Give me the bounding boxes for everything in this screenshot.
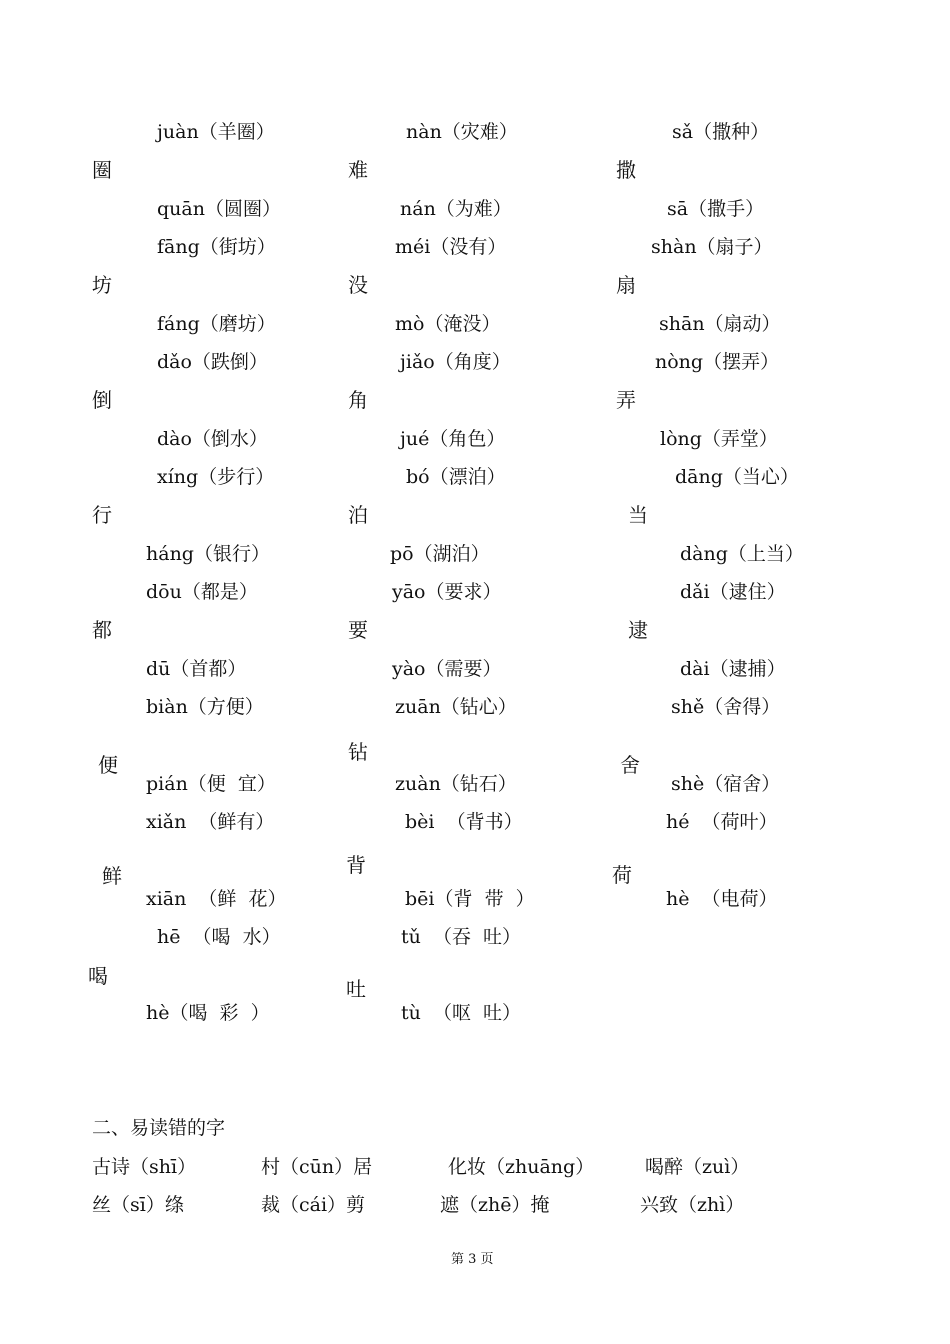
- polyphone-char: 要: [348, 618, 368, 642]
- reading-1: shě（舍得）: [671, 696, 781, 718]
- reading-2: dū（首都）: [146, 658, 247, 680]
- reading-1: hē （喝 水）: [157, 926, 281, 948]
- easy-misread-word: 丝（sī）绦: [92, 1194, 184, 1216]
- reading-1: dāng（当心）: [675, 466, 799, 488]
- reading-1: jiǎo（角度）: [400, 351, 511, 373]
- polyphone-char: 弄: [616, 388, 636, 412]
- reading-2: háng（银行）: [146, 543, 270, 565]
- polyphone-char: 坊: [92, 273, 112, 297]
- reading-2: dàng（上当）: [680, 543, 804, 565]
- reading-2: dài（逮捕）: [680, 658, 786, 680]
- reading-2: shè（宿舍）: [671, 773, 781, 795]
- easy-misread-word: 古诗（shī）: [92, 1156, 197, 1178]
- polyphone-char: 都: [92, 618, 112, 642]
- reading-1: nòng（摆弄）: [655, 351, 780, 373]
- polyphone-char: 喝: [88, 964, 108, 988]
- polyphone-char: 没: [348, 273, 368, 297]
- reading-1: yāo（要求）: [392, 581, 502, 603]
- easy-misread-word: 遮（zhē）掩: [440, 1194, 550, 1216]
- polyphone-char: 鲜: [102, 864, 122, 888]
- easy-misread-word: 裁（cái）剪: [261, 1194, 366, 1216]
- easy-misread-word: 村（cūn）居: [261, 1156, 373, 1178]
- reading-1: fāng（街坊）: [157, 236, 276, 258]
- polyphone-char: 荷: [612, 863, 632, 887]
- reading-1: biàn（方便）: [146, 696, 264, 718]
- reading-2: dào（倒水）: [157, 428, 268, 450]
- easy-misread-word: 喝醉（zuì）: [645, 1156, 750, 1178]
- reading-2: yào（需要）: [392, 658, 502, 680]
- easy-misread-word: 化妆（zhuāng）: [448, 1156, 595, 1178]
- polyphone-char: 撒: [616, 158, 636, 182]
- polyphone-char: 行: [92, 503, 112, 527]
- reading-1: nàn（灾难）: [406, 121, 518, 143]
- polyphone-char: 倒: [92, 388, 112, 412]
- polyphone-char: 钻: [348, 740, 368, 764]
- reading-1: hé （荷叶）: [666, 811, 778, 833]
- reading-2: lòng（弄堂）: [660, 428, 778, 450]
- reading-1: dōu（都是）: [146, 581, 258, 603]
- reading-1: tǔ （吞 吐）: [401, 926, 522, 948]
- reading-2: hè （电荷）: [666, 888, 778, 910]
- reading-2: shān（扇动）: [659, 313, 781, 335]
- polyphone-char: 舍: [620, 753, 640, 777]
- polyphone-char: 泊: [348, 503, 368, 527]
- reading-2: bēi（背 带 ）: [405, 888, 535, 910]
- reading-1: dǎo（跌倒）: [157, 351, 268, 373]
- reading-1: bèi （背书）: [405, 811, 523, 833]
- reading-2: fáng（磨坊）: [157, 313, 276, 335]
- reading-1: shàn（扇子）: [651, 236, 773, 258]
- page-number: 第 3 页: [451, 1252, 494, 1267]
- reading-2: jué（角色）: [400, 428, 506, 450]
- reading-2: tù （呕 吐）: [401, 1002, 522, 1024]
- reading-1: sǎ（撒种）: [672, 121, 770, 143]
- reading-1: juàn（羊圈）: [157, 121, 275, 143]
- reading-1: xíng（步行）: [157, 466, 275, 488]
- reading-2: mò（淹没）: [395, 313, 501, 335]
- polyphone-char: 难: [348, 158, 368, 182]
- reading-2: quān（圆圈）: [157, 198, 281, 220]
- reading-1: méi（没有）: [395, 236, 507, 258]
- easy-misread-word: 兴致（zhì）: [640, 1194, 745, 1216]
- polyphone-char: 背: [346, 853, 366, 877]
- reading-2: pō（湖泊）: [390, 543, 490, 565]
- reading-2: zuàn（钻石）: [395, 773, 517, 795]
- polyphone-char: 当: [628, 503, 648, 527]
- polyphone-char: 扇: [616, 273, 636, 297]
- polyphone-char: 角: [348, 388, 368, 412]
- reading-1: bó（漂泊）: [406, 466, 506, 488]
- section-title: 二、易读错的字: [92, 1117, 226, 1139]
- reading-2: xiān （鲜 花）: [146, 888, 287, 910]
- reading-2: hè（喝 彩 ）: [146, 1002, 270, 1024]
- polyphone-char: 吐: [346, 977, 366, 1001]
- reading-2: pián（便 宜）: [146, 773, 276, 795]
- polyphone-char: 便: [98, 753, 118, 777]
- reading-1: xiǎn （鲜有）: [146, 811, 275, 833]
- polyphone-char: 圈: [92, 158, 112, 182]
- polyphone-char: 逮: [628, 618, 648, 642]
- reading-2: sā（撒手）: [667, 198, 765, 220]
- reading-1: zuān（钻心）: [395, 696, 517, 718]
- reading-2: nán（为难）: [400, 198, 512, 220]
- reading-1: dǎi（逮住）: [680, 581, 786, 603]
